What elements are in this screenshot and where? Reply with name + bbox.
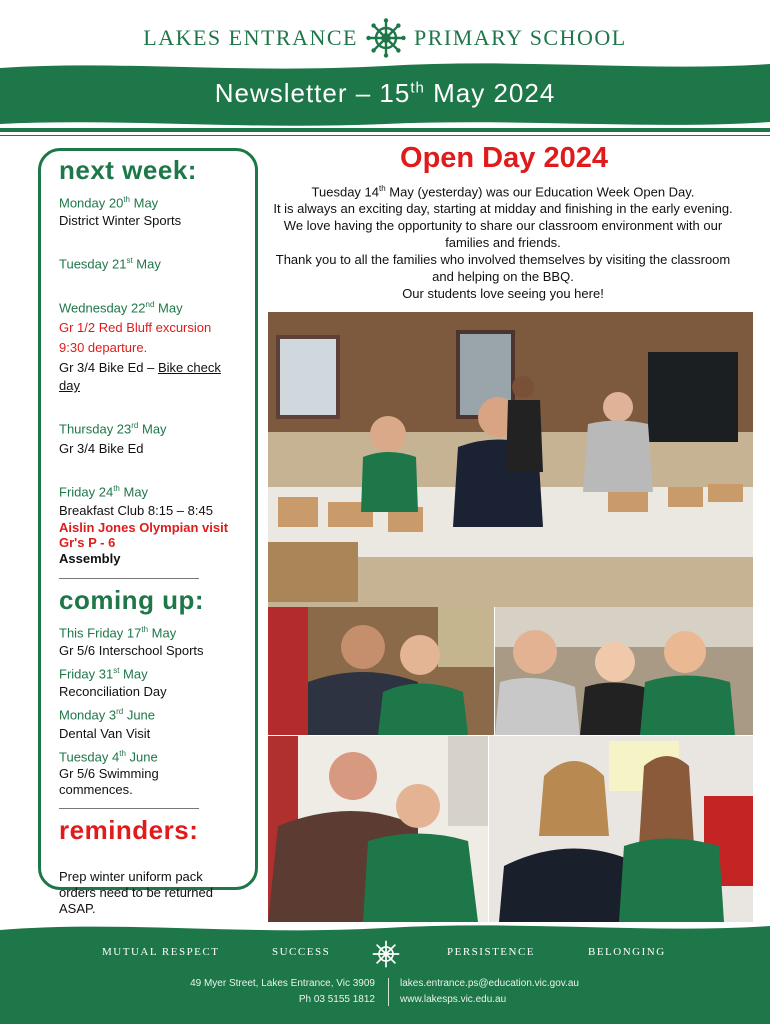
event-text: Aislin Jones Olympian visit Gr's P - 6 (59, 519, 229, 550)
event-date: Friday 31st May (59, 665, 148, 682)
next-week-tuesday (59, 252, 239, 273)
event-text: Gr 5/6 Interschool Sports (59, 642, 204, 658)
event-text: District Winter Sports (59, 213, 182, 229)
event-text: Reconciliation Day (59, 684, 167, 700)
school-email-link[interactable]: lakes.entrance.ps@education.vic.gov.au (400, 978, 579, 989)
event-date: Thursday 23rd May (59, 420, 167, 437)
school-address: 49 Myer Street, Lakes Entrance, Vic 3909 (190, 978, 375, 989)
next-week-friday (59, 480, 239, 567)
contact-online-block (400, 976, 650, 1008)
photo-mother-children (495, 607, 753, 735)
event-date: Friday 24th May (59, 484, 149, 500)
article-intro (268, 180, 738, 302)
divider (59, 808, 199, 809)
event-text: Assembly (59, 550, 121, 566)
value-mutual-respect: MUTUAL RESPECT (102, 946, 220, 958)
event-date: Monday 3rd June (59, 707, 156, 723)
event-text: Breakfast Club 8:15 – 8:45 (59, 502, 213, 518)
photo-father-son (268, 607, 494, 735)
event-text: Gr 3/4 Bike Ed (59, 441, 144, 457)
contact-address-block (170, 976, 375, 1008)
coming-up-heading: coming up: (59, 584, 205, 615)
photo-mother-daughter (489, 736, 753, 922)
event-text: Gr 5/6 Swimming commences. (59, 765, 159, 797)
next-week-thursday (59, 417, 239, 458)
footer-banner (0, 920, 770, 1024)
event-date: This Friday 17th May (59, 624, 177, 640)
value-belonging: BELONGING (588, 946, 666, 958)
next-week-monday (59, 191, 239, 230)
article-title: Open Day 2024 (400, 142, 608, 174)
event-date: Monday 20th May (59, 195, 159, 211)
school-name-right: PRIMARY SCHOOL (413, 25, 627, 50)
school-values (0, 946, 770, 966)
school-phone: Ph 03 5155 1812 (298, 994, 375, 1005)
contact-divider (388, 978, 389, 1006)
ships-wheel-icon (372, 940, 400, 968)
intro-line-1: Tuesday 14th May (yesterday) was our Education Week Open Day. (311, 184, 695, 200)
next-week-wednesday (59, 296, 239, 395)
school-name (0, 18, 770, 58)
sidebar-calendar (38, 148, 258, 916)
photo-grandfather-grandson (268, 736, 488, 922)
value-persistence: PERSISTENCE (447, 946, 536, 958)
header-rule-thick (0, 128, 770, 132)
event-date: Tuesday 4th June (59, 748, 158, 764)
divider (59, 578, 199, 579)
intro-line-4: Our students love seeing you here! (402, 286, 604, 302)
ships-wheel-icon (366, 18, 406, 58)
coming-up-item (59, 745, 239, 798)
newsletter-title: Newsletter – 15th May 2024 (214, 78, 556, 108)
event-text: Gr 3/4 Bike Ed – Bike check day (59, 359, 221, 393)
school-website-link[interactable]: www.lakesps.vic.edu.au (400, 994, 507, 1005)
next-week-heading: next week: (59, 155, 197, 185)
photo-bbq-stall (268, 312, 753, 607)
event-text: Dental Van Visit (59, 725, 151, 741)
event-date: Tuesday 21st May (59, 256, 161, 272)
header-rule-thin (0, 135, 770, 136)
reminder-text: Prep winter uniform pack orders need to be returned ASAP. (59, 868, 213, 916)
intro-line-2: It is always an exciting day, starting at midday and finishing in the early evening. We love having the opportunity to share our classroom environment with our families and friends. (273, 201, 733, 251)
event-date: Wednesday 22nd May (59, 299, 183, 315)
value-success: SUCCESS (272, 946, 331, 958)
intro-line-3: Thank you to all the families who involved themselves by visiting the classroom and helping on the BBQ. (275, 252, 731, 285)
coming-up-item (59, 621, 239, 660)
school-name-left: LAKES ENTRANCE (143, 25, 358, 50)
coming-up-item (59, 703, 239, 742)
coming-up-item (59, 662, 239, 701)
reminders-heading: reminders: (59, 814, 199, 845)
event-text: Gr 1/2 Red Bluff excursion (59, 319, 212, 335)
event-text: 9:30 departure. (59, 339, 148, 355)
